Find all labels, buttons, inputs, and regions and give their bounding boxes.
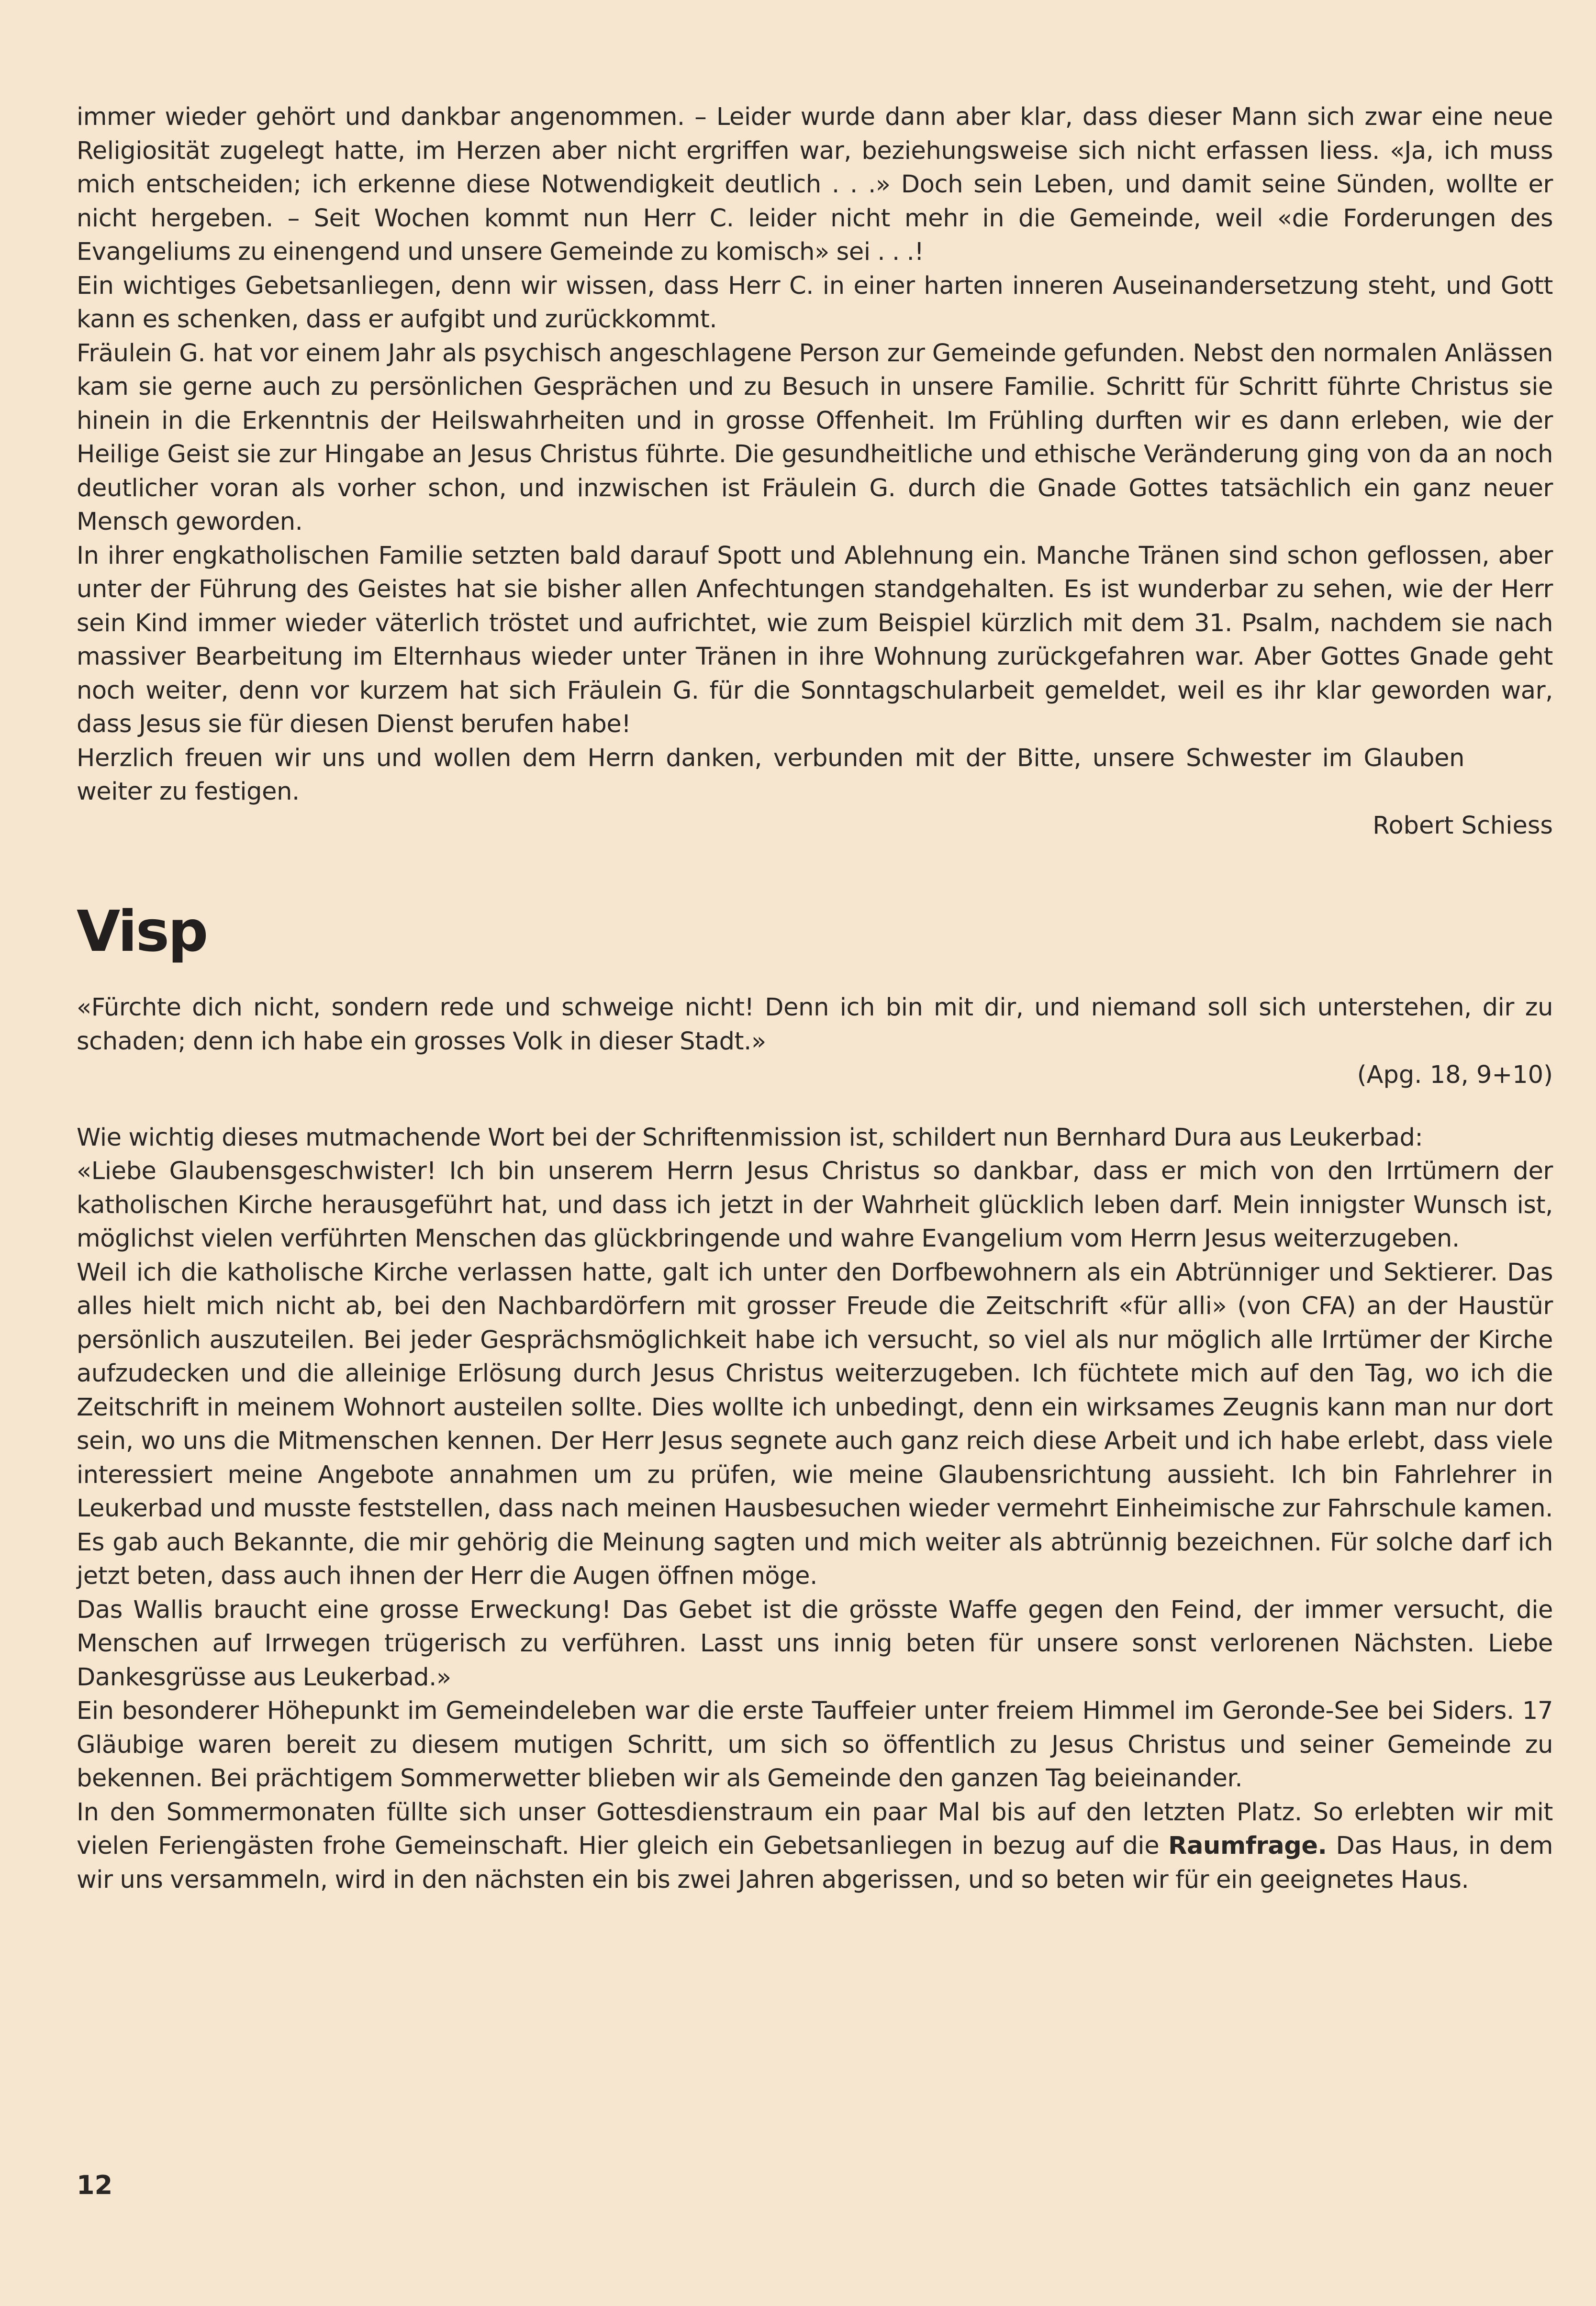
section-heading: Visp (77, 898, 207, 964)
paragraph: «Liebe Glaubensgeschwister! Ich bin unserem Herrn Jesus Christus so dankbar, dass er mich von den Irrtümern der katholischen Kirche herausgeführt hat, und dass ich jetzt in der Wahrheit glücklich leben darf. Mein innigster Wunsch ist, möglichst vielen verführten Menschen das glückbringende und wahre Evangelium vom Herrn Jesus weiterzugeben. (77, 1157, 1553, 1253)
text-run: In den Sommermonaten füllte sich unser Gottesdienstraum ein paar Mal bis auf den letzten Platz. So erlebten wir mit vielen Feriengästen frohe Gemeinschaft. Hier gleich ein Gebetsanliegen in bezug auf die (77, 1798, 1553, 1860)
section-schiess (77, 100, 1553, 843)
paragraph: Ein besonderer Höhepunkt im Gemeindeleben war die erste Tauffeier unter freiem Himmel im Geronde-See bei Siders. 17 Gläubige waren bereit zu diesem mutigen Schritt, um sich so öffentlich zu Jesus Christus und seiner Gemeinde zu bekennen. Bei prächtigem Sommerwetter blieben wir als Gemeinde den ganzen Tag beieinander. (77, 1697, 1553, 1793)
bible-reference: (Apg. 18, 9+10) (1357, 1061, 1553, 1089)
closing-line (77, 742, 1553, 809)
paragraph: Herzlich freuen wir uns und wollen dem Herrn danken, verbunden mit der Bitte, unsere Schwester im Glauben weiter zu festigen. (77, 744, 1464, 806)
paragraph: Ein wichtiges Gebetsanliegen, denn wir wissen, dass Herr C. in einer harten inneren Auseinandersetzung steht, und Gott kann es schenken, dass er aufgibt und zurückkommt. (77, 271, 1553, 334)
spacer (77, 1092, 1553, 1121)
paragraph: Das Wallis braucht eine grosse Erweckung! Das Gebet ist die grösste Waffe gegen den Feind, der immer versucht, die Menschen auf Irrwegen trügerisch zu verführen. Lasst uns innig beten für unsere sonst verlorenen Nächsten. Liebe Dankesgrüsse aus Leukerbad.» (77, 1595, 1553, 1692)
paragraph: immer wieder gehört und dankbar angenommen. – Leider wurde dann aber klar, dass dieser Mann sich zwar eine neue Religiosität zugelegt hatte, im Herzen aber nicht ergriffen war, beziehungsweise sich nicht erfassen liess. «Ja, ich muss mich entscheiden; ich erkenne diese Notwendigkeit deutlich . . .» Doch sein Leben, und damit seine Sünden, wollte er nicht hergeben. – Seit Wochen kommt nun Herr C. leider nicht mehr in die Gemeinde, weil «die Forderungen des Evangeliums zu einengend und unsere Gemeinde zu komisch» sei . . .! (77, 103, 1553, 266)
paragraph: Weil ich die katholische Kirche verlassen hatte, galt ich unter den Dorfbewohnern als ein Abtrünniger und Sektierer. Das alles hielt mich nicht ab, bei den Nachbardörfern mit grosser Freude die Zeitschrift «für alli» (von CFA) an der Haustür persönlich auszuteilen. Bei jeder Gesprächsmöglichkeit habe ich versucht, so viel als nur möglich alle Irrtümer der Kirche aufzudecken und die alleinige Erlösung durch Jesus Christus weiterzugeben. Ich füchtete mich auf den Tag, wo ich die Zeitschrift in meinem Wohnort austeilen sollte. Dies wollte ich unbedingt, denn ein wirksames Zeugnis kann man nur dort sein, wo uns die Mitmenschen kennen. Der Herr Jesus segnete auch ganz reich diese Arbeit und ich habe erlebt, dass viele interessiert meine Angebote annahmen um zu prüfen, wie meine Glaubensrichtung aussieht. Ich bin Fahrlehrer in Leukerbad und musste feststellen, dass nach meinen Hausbesuchen wieder vermehrt Einheimische zur Fahrschule kamen. Es gab auch Bekannte, die mir gehörig die Meinung sagten und mich weiter als abtrünnig bezeichnen. Für solche darf ich jetzt beten, dass auch ihnen der Herr die Augen öffnen möge. (77, 1258, 1553, 1590)
author-signature: Robert Schiess (1373, 811, 1553, 840)
text-run: Das Haus, in dem wir uns versammeln, wird in den nächsten ein bis zwei Jahren abgerissen, und so beten wir für ein geeignetes Haus. (77, 1832, 1553, 1894)
bold-term: Raumfrage. (1168, 1832, 1327, 1860)
paragraph: Wie wichtig dieses mutmachende Wort bei der Schriftenmission ist, schildert nun Bernhard Dura aus Leukerbad: (77, 1123, 1423, 1152)
article-body (77, 100, 1553, 1897)
paragraph: Fräulein G. hat vor einem Jahr als psychisch angeschlagene Person zur Gemeinde gefunden. Nebst den normalen Anlässen kam sie gerne auch zu persönlichen Gesprächen und zu Besuch in unsere Familie. Schritt für Schritt führte Christus sie hinein in die Erkenntnis der Heilswahrheiten und in grosse Offenheit. Im Frühling durften wir es dann erleben, wie der Heilige Geist sie zur Hingabe an Jesus Christus führte. Die gesundheitliche und ethische Veränderung ging von da an noch deutlicher voran als vorher schon, und inzwischen ist Fräulein G. durch die Gnade Gottes tatsächlich ein ganz neuer Mensch geworden. (77, 339, 1553, 536)
section-visp (77, 991, 1553, 1897)
paragraph: In ihrer engkatholischen Familie setzten bald darauf Spott und Ablehnung ein. Manche Tränen sind schon geflossen, aber unter der Führung des Geistes hat sie bisher allen Anfechtungen standgehalten. Es ist wunderbar zu sehen, wie der Herr sein Kind immer wieder väterlich tröstet und aufrichtet, wie zum Beispiel kürzlich mit dem 31. Psalm, nachdem sie nach massiver Bearbeitung im Elternhaus wieder unter Tränen in ihre Wohnung zurückgefahren war. Aber Gottes Gnade geht noch weiter, denn vor kurzem hat sich Fräulein G. für die Sonntagschularbeit gemeldet, weil es ihr klar geworden war, dass Jesus sie für diesen Dienst berufen habe! (77, 541, 1553, 738)
page-number: 12 (77, 2170, 113, 2200)
paragraph (77, 1796, 1553, 1897)
bible-quote: «Fürchte dich nicht, sondern rede und schweige nicht! Denn ich bin mit dir, und niemand soll sich unterstehen, dir zu schaden; denn ich habe ein grosses Volk in dieser Stadt.» (77, 993, 1553, 1056)
